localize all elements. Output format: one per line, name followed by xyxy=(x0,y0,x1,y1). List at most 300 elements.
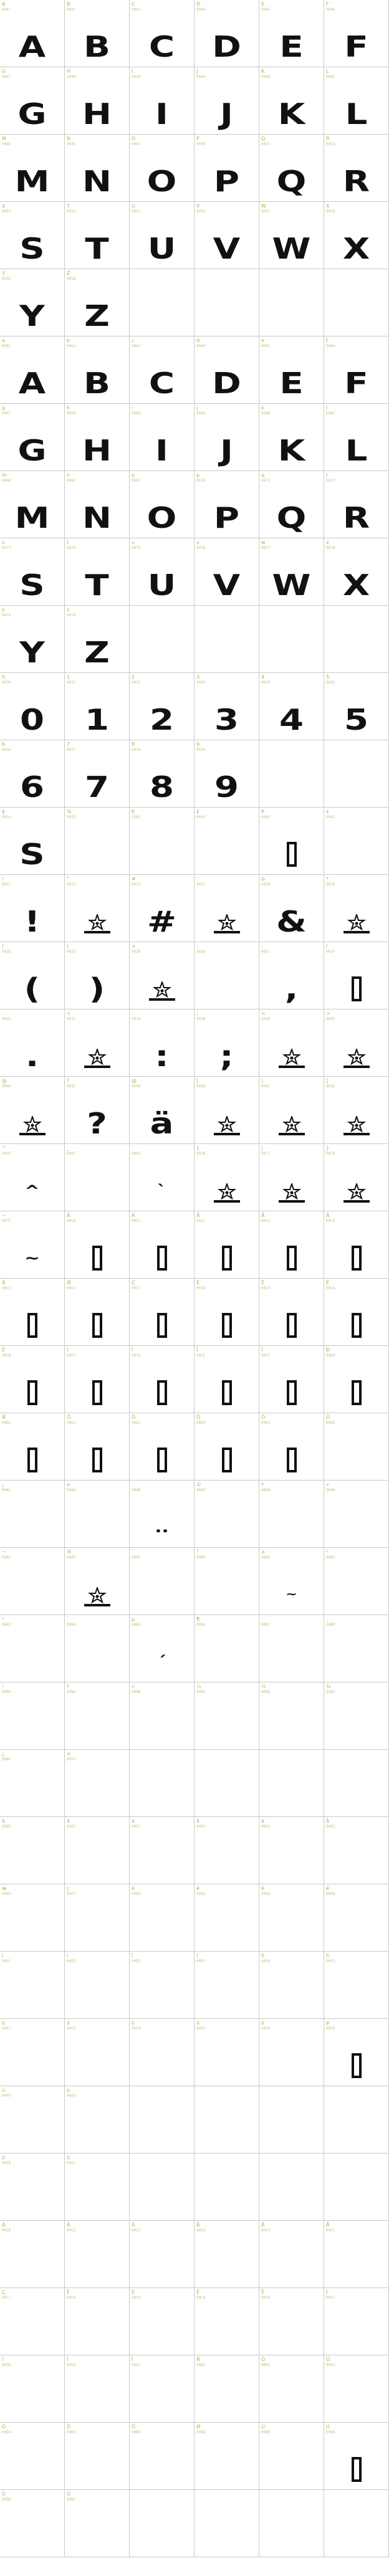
glyph-cell xyxy=(65,2355,130,2423)
glyph-label: B xyxy=(67,1,70,7)
glyph-code: 00FA xyxy=(67,2094,76,2098)
glyph-code: 00F9 xyxy=(2,2094,11,2098)
glyph-code: 00CA xyxy=(326,1286,335,1290)
glyph-code: 00D5 xyxy=(261,1421,271,1425)
glyph-cell xyxy=(130,740,194,808)
glyph-label: Q xyxy=(261,136,266,141)
star-logo-icon xyxy=(80,914,114,935)
glyph-cell xyxy=(259,1548,324,1615)
glyph-code: 0042 xyxy=(67,7,76,12)
glyph-cell xyxy=(130,1481,194,1548)
glyph-cell xyxy=(65,1481,130,1548)
glyph-code: 00C3 xyxy=(196,2228,206,2233)
glyph-sample: V xyxy=(213,232,241,265)
glyph-code: 00B5 xyxy=(132,1623,141,1627)
glyph-label: ~ xyxy=(2,1213,6,1218)
glyph-code: 0060 xyxy=(132,1152,141,1156)
glyph-cell xyxy=(324,1413,389,1481)
glyph-sample: .. xyxy=(155,1519,169,1536)
glyph-cell xyxy=(65,2086,130,2154)
glyph-sample: ! xyxy=(24,905,41,938)
star-logo-icon xyxy=(16,1116,49,1137)
glyph-sample: 8 xyxy=(149,770,175,804)
glyph-cell xyxy=(65,673,130,740)
glyph-cell xyxy=(259,202,324,269)
glyph-cell xyxy=(65,1346,130,1413)
glyph-cell xyxy=(259,538,324,606)
glyph-cell xyxy=(324,1682,389,1750)
glyph-label: ê xyxy=(261,1886,264,1891)
glyph-label: > xyxy=(326,1011,330,1016)
glyph-label: . xyxy=(2,1011,4,1016)
glyph-sample: S xyxy=(19,837,45,871)
glyph-label: ' xyxy=(196,876,198,882)
glyph-cell xyxy=(65,808,130,875)
glyph-code: 0066 xyxy=(326,344,335,348)
glyph-code: 0051 xyxy=(261,142,271,146)
glyph-cell xyxy=(0,404,65,471)
glyph-sample: H xyxy=(82,434,112,467)
star-logo-icon xyxy=(340,1049,373,1070)
glyph-sample: X xyxy=(342,232,370,265)
glyph-label: S xyxy=(2,203,6,209)
glyph-label: e xyxy=(261,338,264,343)
missing-glyph-box-icon xyxy=(222,1448,232,1472)
glyph-sample: Y xyxy=(19,636,45,669)
glyph-label: G xyxy=(2,69,6,74)
glyph-sample: M xyxy=(14,165,50,198)
glyph-code: 00AF xyxy=(132,1555,141,1560)
glyph-code: 00CF xyxy=(132,2363,141,2367)
glyph-sample: T xyxy=(85,568,109,602)
glyph-code: 0056 xyxy=(196,209,206,214)
glyph-sample: Y xyxy=(19,299,45,333)
glyph-cell xyxy=(324,1279,389,1346)
glyph-label: u xyxy=(132,540,135,545)
star-logo-icon xyxy=(80,1587,114,1608)
glyph-code: 0064 xyxy=(196,344,206,348)
glyph-cell xyxy=(259,2019,324,2086)
glyph-cell xyxy=(65,2221,130,2288)
glyph-label: R xyxy=(326,136,330,141)
glyph-cell xyxy=(130,1413,194,1481)
glyph-label: ¼ xyxy=(196,1684,201,1689)
glyph-code: 00C9 xyxy=(261,1286,271,1290)
glyph-sample: ; xyxy=(219,1039,234,1073)
glyph-cell xyxy=(259,875,324,942)
glyph-label: Ó xyxy=(326,2357,330,2362)
glyph-cell xyxy=(130,606,194,673)
glyph-sample: , xyxy=(284,972,299,1006)
glyph-cell xyxy=(130,1952,194,2019)
glyph-label: Ò xyxy=(261,2357,266,2362)
glyph-cell xyxy=(0,942,65,1009)
glyph-label: X xyxy=(326,203,330,209)
glyph-cell xyxy=(130,2288,194,2355)
glyph-cell xyxy=(194,2423,259,2490)
glyph-label: È xyxy=(196,1280,200,1286)
glyph-cell xyxy=(324,1211,389,1279)
glyph-code: 0076 xyxy=(196,546,206,550)
glyph-label: W xyxy=(261,203,266,209)
glyph-label: © xyxy=(196,1482,201,1487)
glyph-code: 00D3 xyxy=(132,1421,141,1425)
glyph-cell xyxy=(65,1077,130,1144)
glyph-code: 0055 xyxy=(132,209,141,214)
glyph-cell xyxy=(65,1884,130,1952)
glyph-label: v xyxy=(196,540,199,545)
glyph-cell xyxy=(0,1211,65,1279)
missing-glyph-box-icon xyxy=(222,1313,232,1338)
glyph-code: 00C4 xyxy=(261,2228,271,2233)
glyph-label: È xyxy=(67,2289,70,2295)
glyph-cell xyxy=(259,67,324,135)
glyph-cell xyxy=(324,2086,389,2154)
glyph-cell xyxy=(0,1279,65,1346)
glyph-cell xyxy=(130,471,194,538)
glyph-label: õ xyxy=(196,2020,199,2026)
glyph-label: & xyxy=(261,876,266,882)
glyph-label: ^ xyxy=(2,1145,6,1151)
glyph-sample: B xyxy=(84,30,110,64)
glyph-cell xyxy=(65,606,130,673)
glyph-code: 0037 xyxy=(67,748,76,752)
glyph-cell xyxy=(259,336,324,404)
glyph-code: 0063 xyxy=(132,344,141,348)
glyph-code: 00D0 xyxy=(326,1353,335,1358)
glyph-code: 00E2 xyxy=(132,1825,141,1829)
glyph-cell xyxy=(324,471,389,538)
glyph-label: A xyxy=(2,1,6,7)
glyph-cell xyxy=(259,1346,324,1413)
glyph-label: ò xyxy=(2,2020,5,2026)
glyph-code: 00E9 xyxy=(196,1892,206,1896)
glyph-sample: K xyxy=(277,97,305,131)
glyph-label: Î xyxy=(67,2357,69,2362)
glyph-code: 005B xyxy=(196,1084,206,1089)
glyph-sample: S xyxy=(19,232,45,265)
glyph-label: ( xyxy=(2,943,4,949)
glyph-code: 00D2 xyxy=(261,2363,271,2367)
glyph-label: [ xyxy=(196,1078,199,1084)
glyph-sample: E xyxy=(279,366,304,400)
glyph-label: Ô xyxy=(196,1414,201,1420)
missing-glyph-box-icon xyxy=(27,1448,37,1472)
glyph-code: 0040 xyxy=(2,1084,11,1089)
glyph-code: 006A xyxy=(196,411,206,416)
glyph-code: 0029 xyxy=(67,950,76,954)
glyph-label: _ xyxy=(67,1145,69,1151)
glyph-cell xyxy=(259,2221,324,2288)
glyph-code: 00C5 xyxy=(326,2228,335,2233)
glyph-code: 00A4 xyxy=(67,1488,76,1492)
glyph-code: 00AE xyxy=(67,1555,76,1560)
glyph-sample: Q xyxy=(276,165,307,198)
glyph-cell xyxy=(130,942,194,1009)
glyph-label: Ã xyxy=(196,2222,200,2228)
glyph-cell xyxy=(65,336,130,404)
glyph-code: 00C0 xyxy=(67,1219,76,1223)
star-logo-icon xyxy=(340,1183,373,1205)
glyph-code: 0021 xyxy=(2,882,11,887)
glyph-sample: . xyxy=(25,1039,39,1073)
glyph-code: 0059 xyxy=(2,277,11,281)
glyph-code: 00C0 xyxy=(2,2228,11,2233)
glyph-cell xyxy=(324,1009,389,1077)
glyph-label: ø xyxy=(326,2020,329,2026)
glyph-code: 0045 xyxy=(261,7,271,12)
glyph-code: 0070 xyxy=(196,479,206,483)
glyph-label: å xyxy=(326,1818,329,1824)
glyph-code: 003E xyxy=(326,1017,335,1021)
glyph-label: i xyxy=(132,405,133,411)
missing-glyph-box-icon xyxy=(287,842,297,867)
glyph-label: # xyxy=(132,876,136,882)
glyph-code: 00A2 xyxy=(326,815,335,819)
glyph-cell xyxy=(324,2019,389,2086)
glyph-sample: V xyxy=(213,568,241,602)
glyph-label: = xyxy=(261,1011,266,1016)
glyph-label: ) xyxy=(67,943,69,949)
glyph-cell xyxy=(194,135,259,202)
glyph-cell xyxy=(194,1548,259,1615)
glyph-cell xyxy=(324,2154,389,2221)
glyph-label: ? xyxy=(67,1078,70,1084)
glyph-cell xyxy=(65,2423,130,2490)
glyph-code: 00D6 xyxy=(132,2430,141,2435)
glyph-label: : xyxy=(132,1011,133,1016)
glyph-code: 0069 xyxy=(132,411,141,416)
glyph-label: 1 xyxy=(67,674,70,680)
glyph-code: 003B xyxy=(196,1017,206,1021)
glyph-cell xyxy=(324,673,389,740)
glyph-cell xyxy=(130,2154,194,2221)
glyph-code: 00BF xyxy=(2,1757,11,1762)
glyph-label: Ê xyxy=(326,1280,330,1286)
glyph-label: í xyxy=(67,1953,69,1958)
glyph-label: m xyxy=(2,472,7,478)
glyph-code: 0052 xyxy=(326,142,335,146)
glyph-cell xyxy=(130,2423,194,2490)
glyph-sample: B xyxy=(84,366,110,400)
glyph-label: Ï xyxy=(261,1347,263,1353)
glyph-code: 00D1 xyxy=(196,2363,206,2367)
glyph-code: 00DB xyxy=(2,2497,11,2502)
glyph-label: f xyxy=(326,338,328,343)
glyph-label: ó xyxy=(67,2020,70,2026)
glyph-label: ¥ xyxy=(261,809,265,814)
glyph-code: 00D4 xyxy=(196,1421,206,1425)
glyph-cell xyxy=(259,808,324,875)
glyph-cell xyxy=(0,135,65,202)
glyph-sample: P xyxy=(213,165,240,198)
glyph-code: 00B0 xyxy=(196,1555,206,1560)
glyph-label: ¿ xyxy=(2,1751,5,1757)
missing-glyph-box-icon xyxy=(92,1448,102,1472)
glyph-label: $ xyxy=(2,809,6,814)
glyph-cell xyxy=(259,1481,324,1548)
glyph-cell xyxy=(259,1750,324,1817)
glyph-code: 0033 xyxy=(196,680,206,685)
glyph-label: { xyxy=(196,1145,200,1151)
glyph-sample: 3 xyxy=(214,703,239,737)
glyph-label: ´ xyxy=(67,1616,69,1622)
glyph-cell xyxy=(0,1615,65,1682)
glyph-cell xyxy=(0,2355,65,2423)
glyph-code: 00D6 xyxy=(326,1421,335,1425)
glyph-label: £ xyxy=(196,809,200,814)
glyph-cell xyxy=(0,1144,65,1211)
glyph-cell xyxy=(259,673,324,740)
glyph-cell xyxy=(130,1279,194,1346)
glyph-label: ² xyxy=(326,1549,329,1555)
glyph-code: 004A xyxy=(196,75,206,79)
glyph-code: 0028 xyxy=(2,950,11,954)
glyph-cell xyxy=(324,404,389,471)
glyph-code: 00C1 xyxy=(132,1219,141,1223)
missing-glyph-box-icon xyxy=(27,1380,37,1405)
glyph-sample: O xyxy=(146,165,177,198)
glyph-label: ñ xyxy=(326,1953,330,1958)
glyph-cell xyxy=(194,269,259,336)
glyph-label: Ñ xyxy=(2,1414,6,1420)
glyph-label: U xyxy=(132,203,135,209)
star-logo-icon xyxy=(275,1116,309,1137)
glyph-label: ` xyxy=(132,1145,134,1151)
glyph-sample: I xyxy=(155,97,168,131)
missing-glyph-box-icon xyxy=(157,1313,167,1338)
glyph-label: ü xyxy=(67,2155,70,2160)
glyph-cell xyxy=(65,1279,130,1346)
glyph-code: 00DA xyxy=(326,2430,335,2435)
glyph-sample: W xyxy=(272,568,311,602)
glyph-code: 00BC xyxy=(196,1690,206,1694)
glyph-label: Ã xyxy=(261,1213,265,1218)
glyph-cell xyxy=(0,2490,65,2557)
glyph-cell xyxy=(194,2288,259,2355)
glyph-sample: Z xyxy=(84,299,110,333)
glyph-code: 006E xyxy=(67,479,76,483)
glyph-label: Ð xyxy=(326,1347,330,1353)
glyph-code: 0079 xyxy=(2,613,11,618)
glyph-code: 00D8 xyxy=(196,2430,206,2435)
glyph-cell xyxy=(130,1211,194,1279)
glyph-code: 00D4 xyxy=(2,2430,11,2435)
glyph-label: ¡ xyxy=(2,1482,4,1487)
glyph-label: Â xyxy=(132,2222,135,2228)
glyph-label: Ç xyxy=(2,2289,6,2295)
glyph-label: x xyxy=(326,540,329,545)
glyph-label: Å xyxy=(2,1280,6,1286)
glyph-cell xyxy=(259,2423,324,2490)
glyph-code: 00C3 xyxy=(261,1219,271,1223)
glyph-sample: ~ xyxy=(286,1588,297,1601)
glyph-label: « xyxy=(326,1482,329,1487)
glyph-label: ª xyxy=(261,1482,264,1487)
glyph-code: 0057 xyxy=(261,209,271,214)
glyph-code: 002C xyxy=(261,950,271,954)
glyph-sample: D xyxy=(212,366,241,400)
glyph-label: < xyxy=(67,1011,71,1016)
glyph-label: à xyxy=(2,1818,5,1824)
missing-glyph-box-icon xyxy=(222,1246,232,1271)
glyph-cell xyxy=(130,673,194,740)
glyph-label: 2 xyxy=(132,674,135,680)
glyph-cell xyxy=(194,1750,259,1817)
glyph-code: 00E6 xyxy=(2,1892,11,1896)
glyph-code: 00A1 xyxy=(2,1488,11,1492)
glyph-cell xyxy=(194,2019,259,2086)
glyph-label: o xyxy=(132,472,135,478)
glyph-label: î xyxy=(132,1953,133,1958)
glyph-cell xyxy=(0,1750,65,1817)
glyph-cell xyxy=(130,1346,194,1413)
glyph-cell xyxy=(0,336,65,404)
glyph-cell xyxy=(194,1413,259,1481)
glyph-cell xyxy=(65,1413,130,1481)
missing-glyph-box-icon xyxy=(92,1313,102,1338)
glyph-cell xyxy=(259,135,324,202)
glyph-code: 0078 xyxy=(326,546,335,550)
glyph-cell xyxy=(259,1211,324,1279)
glyph-cell xyxy=(194,2154,259,2221)
glyph-code: 00AC xyxy=(2,1555,11,1560)
glyph-sample: M xyxy=(14,501,50,535)
glyph-code: 00A9 xyxy=(196,1488,206,1492)
glyph-label: â xyxy=(132,1818,135,1824)
glyph-cell xyxy=(130,2221,194,2288)
glyph-sample: D xyxy=(212,30,241,64)
glyph-code: 0023 xyxy=(132,882,141,887)
glyph-cell xyxy=(130,0,194,67)
glyph-cell xyxy=(130,1682,194,1750)
glyph-label: À xyxy=(67,1213,70,1218)
glyph-label: ä xyxy=(261,1818,264,1824)
glyph-code: 0040 xyxy=(132,1084,141,1089)
missing-glyph-box-icon xyxy=(157,1246,167,1271)
glyph-code: 00E4 xyxy=(261,1825,271,1829)
glyph-code: 0072 xyxy=(326,479,335,483)
glyph-cell xyxy=(324,1346,389,1413)
glyph-sample: 4 xyxy=(279,703,304,737)
glyph-sample: F xyxy=(344,366,368,400)
glyph-cell xyxy=(259,1884,324,1952)
glyph-label: M xyxy=(2,136,6,141)
glyph-sample: N xyxy=(82,165,112,198)
missing-glyph-box-icon xyxy=(157,1448,167,1472)
glyph-label: g xyxy=(2,405,6,411)
glyph-cell xyxy=(324,538,389,606)
glyph-code: 00AA xyxy=(261,1488,271,1492)
glyph-code: 00C2 xyxy=(132,2228,141,2233)
glyph-cell xyxy=(65,1615,130,1682)
glyph-cell xyxy=(130,1750,194,1817)
glyph-code: 00CF xyxy=(261,1353,271,1358)
glyph-label: Ú xyxy=(326,2424,330,2430)
glyph-cell xyxy=(65,875,130,942)
missing-glyph-box-icon xyxy=(222,1380,232,1405)
glyph-cell xyxy=(130,1009,194,1077)
glyph-code: 0041 xyxy=(2,7,11,12)
glyph-label: L xyxy=(326,69,329,74)
star-logo-icon xyxy=(340,914,373,935)
glyph-code: 00F2 xyxy=(2,2026,11,2031)
missing-glyph-box-icon xyxy=(27,1313,37,1338)
glyph-cell xyxy=(130,2490,194,2557)
glyph-cell xyxy=(130,67,194,135)
missing-glyph-box-icon xyxy=(352,1313,362,1338)
glyph-label: T xyxy=(67,203,70,209)
